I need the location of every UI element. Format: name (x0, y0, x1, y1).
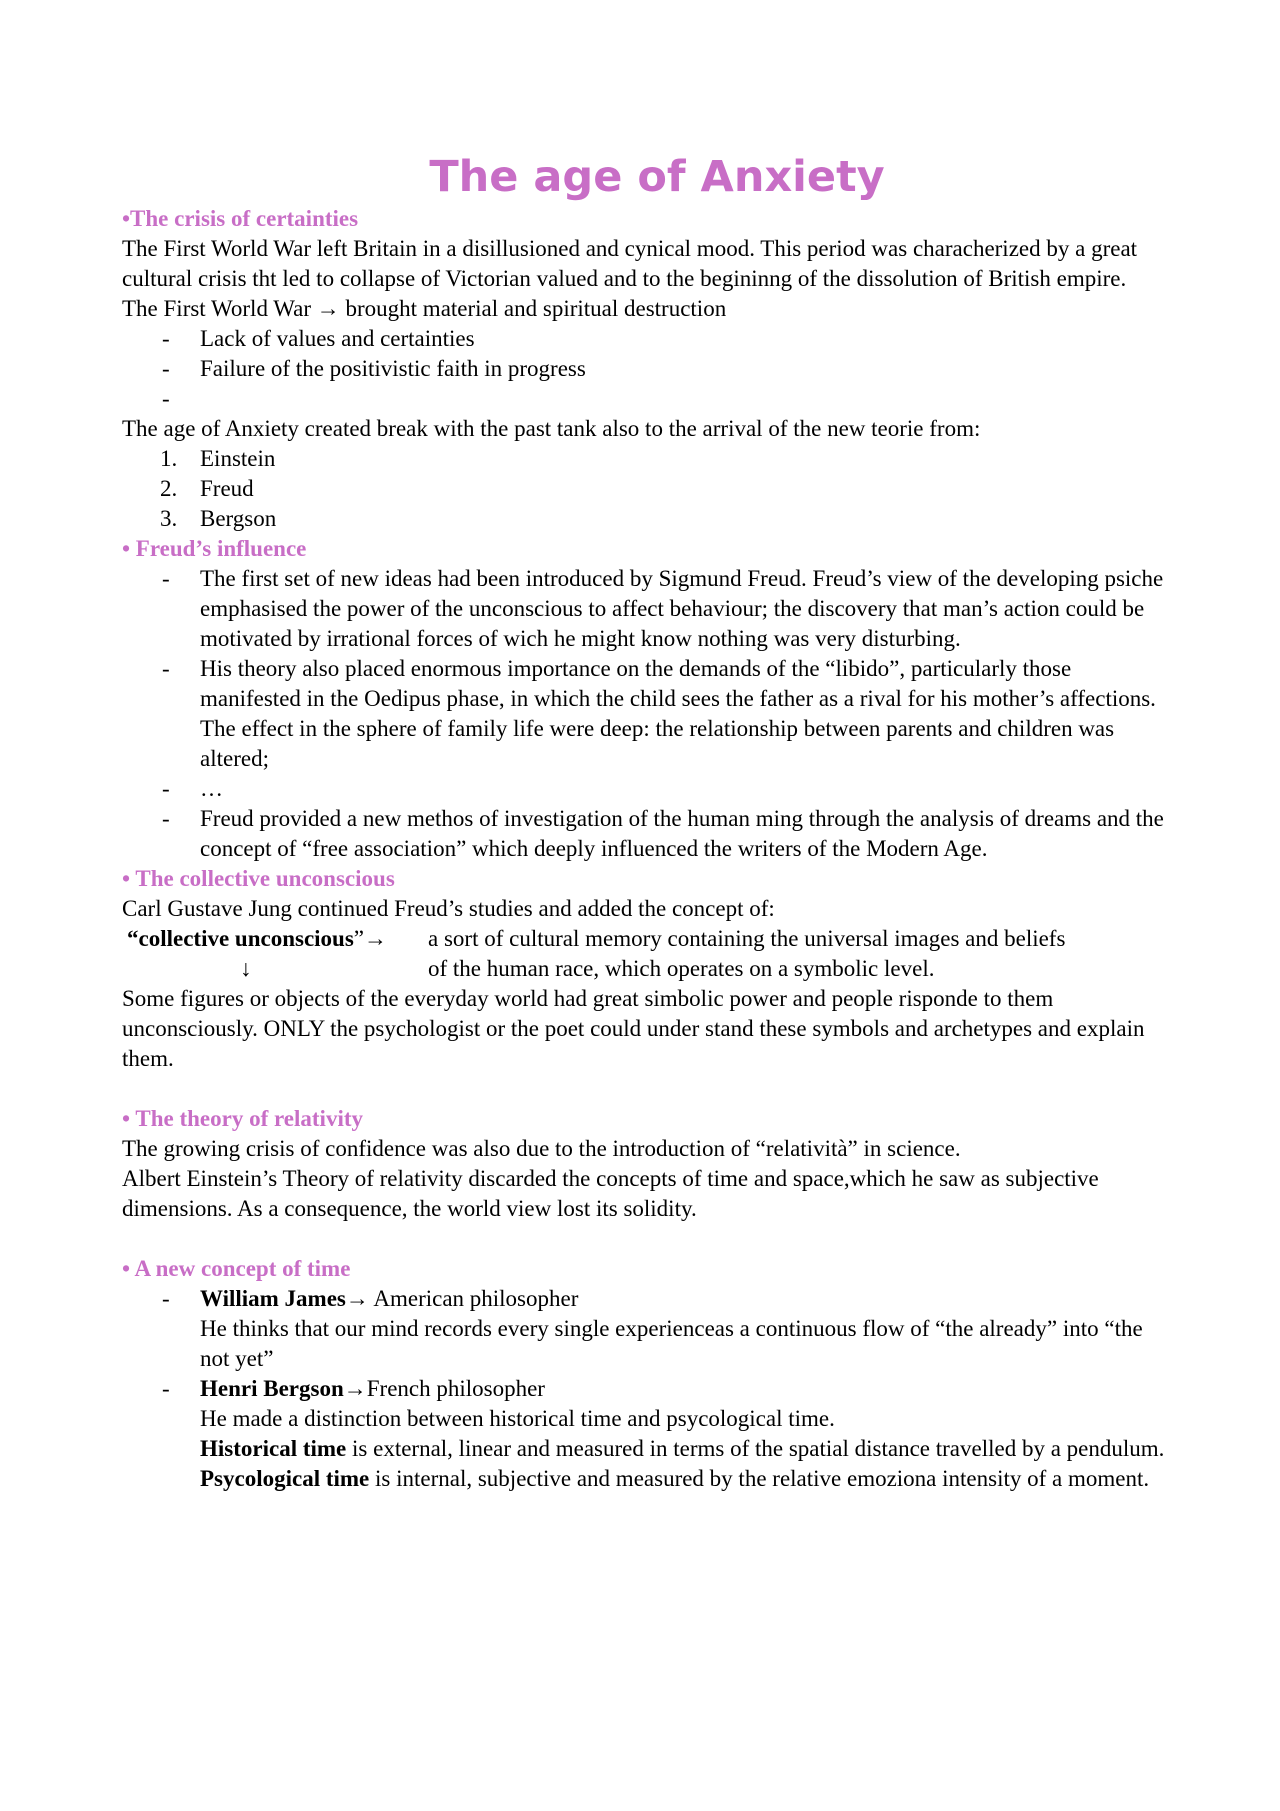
document-page (122, 150, 1172, 1494)
paragraph: Psycological time is internal, subjective and measured by the relative emoziona intensity of a moment. (200, 1466, 1150, 1491)
numbered-item: 2. Freud (160, 476, 254, 501)
definition-row: ↓ of the human race, which operates on a symbolic level. (122, 954, 1172, 984)
numbered-item: 3. Bergson (160, 506, 277, 531)
list-item (122, 384, 1172, 414)
paragraph: The First World War → brought material and spiritual destruction (122, 296, 727, 321)
heading-new-concept-of-time: • A new concept of time (122, 1256, 351, 1281)
list-item: - Henri Bergson→French philosopher (162, 1376, 545, 1401)
page-title: The age of Anxiety (429, 152, 885, 202)
dash-marker: - (162, 326, 170, 351)
term-label: “collective unconscious”→ (127, 926, 388, 951)
heading-collective-unconscious: • The collective unconscious (122, 866, 395, 891)
down-arrow-icon: ↓ (240, 956, 252, 981)
list-item: - Lack of values and certainties (122, 324, 1172, 354)
list-item: - The first set of new ideas had been introduced by Sigmund Freud. Freud’s view of the developing psiche emphasised the power of the unconscious to affect behaviour; the discovery that man’s action could be motivated by irrational forces of wich he might know nothing was very disturbing. (162, 566, 1164, 651)
paragraph: He thinks that our mind records every single experienceas a continuous flow of “the already” into “the not yet” (200, 1316, 1143, 1371)
list-item: - Failure of the positivistic faith in progress (122, 354, 1172, 384)
list-item: - … (162, 776, 223, 801)
definition-row: “collective unconscious”→ a sort of cultural memory containing the universal images and beliefs (122, 924, 1172, 954)
list-item: - His theory also placed enormous importance on the demands of the “libido”, particularly those manifested in the Oedipus phase, in which the child sees the father as a rival for his mother’s affections. The effect in the sphere of family life were deep: the relationship between parents and children was altered; (162, 656, 1156, 771)
list-item: - William James→ American philosopher (162, 1286, 579, 1311)
paragraph: Some figures or objects of the everyday world had great simbolic power and people risponde to them unconsciously. ONLY the psychologist or the poet could under stand these symbols and archetypes and explain them. (122, 986, 1145, 1071)
spacer (122, 1224, 1172, 1254)
heading-freuds-influence: • Freud’s influence (122, 536, 307, 561)
spacer (122, 1074, 1172, 1104)
numbered-item: 1. Einstein (160, 446, 276, 471)
paragraph: Historical time is external, linear and measured in terms of the spatial distance travelled by a pendulum. (200, 1436, 1165, 1461)
heading-theory-of-relativity: • The theory of relativity (122, 1106, 363, 1131)
heading-crisis-of-certainties: •The crisis of certainties (122, 206, 359, 231)
dash-marker: - (162, 386, 170, 411)
list-item: - Freud provided a new methos of investigation of the human ming through the analysis of dreams and the concept of “free association” which deeply influenced the writers of the Modern Age. (162, 806, 1164, 861)
paragraph: The growing crisis of confidence was also due to the introduction of “relatività” in science. (122, 1136, 961, 1161)
paragraph: Albert Einstein’s Theory of relativity discarded the concepts of time and space,which he saw as subjective dimensions. As a consequence, the world view lost its solidity. (122, 1166, 1099, 1221)
paragraph: The First World War left Britain in a disillusioned and cynical mood. This period was characherized by a great cultural crisis tht led to collapse of Victorian valued and to the begininng of the dissolution of British empire. (122, 236, 1138, 291)
paragraph: Carl Gustave Jung continued Freud’s studies and added the concept of: (122, 896, 775, 921)
paragraph: The age of Anxiety created break with the past tank also to the arrival of the new teorie from: (122, 416, 981, 441)
dash-marker: - (162, 356, 170, 381)
paragraph: He made a distinction between historical time and psycological time. (200, 1406, 835, 1431)
